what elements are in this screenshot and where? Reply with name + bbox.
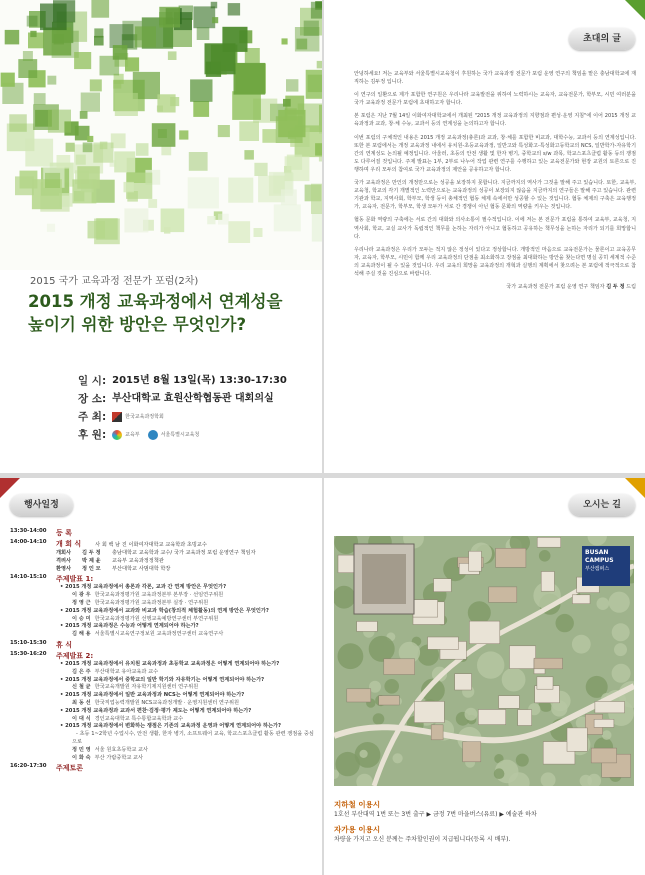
schedule-row <box>10 763 314 773</box>
letter-paragraph: 이 연구의 일환으로 제가 포함한 연구원은 우리나라 교육발전을 위하여 노력하시는 교육자, 교육전문가, 학부모, 시민 여러분을 국가 교육과정 전문가 포럼에 초대하고자 합니다. <box>354 92 636 107</box>
mosaic-tile <box>80 111 88 119</box>
mosaic-tile <box>228 3 240 15</box>
schedule-role: 격려사 박 제 윤 교육부 교육과정정책관 <box>56 557 164 564</box>
map-building <box>518 710 532 726</box>
mosaic-tile <box>232 91 261 120</box>
talk-title: • 2015 개정 교육과정에서 일반 교육과정과 NCS는 어떻게 연계되어야 하는가? <box>60 692 245 699</box>
mosaic-tile <box>5 30 20 45</box>
letter-paragraph: 국가 교육과정은 만인의 개정만으로는 성공을 보장하지 못합니다. 지금까지의 역사가 그것을 말해 주고 있습니다. 또한, 교육부, 교육청, 학교의 각기 개별적인 노력만으로는 교육과정의 성공이 보장되지 않음을 지금까지의 연구들은 말해 주고 있습니다. 관련 기관과 학교, 지역사회, 학부모, 학생 등이 총체적인 협동 체제 속에서만 성공할 수 있는 것입니다. 협동 체제의 구축은 교육행정가, 교육자, 전문가, 학부모, 학생 모두가 서로 간 경쟁이 아닌 협동 문화의 역량을 키우는 것입니다. <box>354 180 636 211</box>
schedule-talk <box>56 661 314 677</box>
letter-paragraph: 우리나라 교육과정은 우리가 모두는 적지 않은 정성이 있다고 정상합니다. 개방적인 마음으로 교육전문가는 물론이고 교육공무자, 교육자, 학부모, 시민이 함께 우리 교육과정의 단점을 최소화하고 장점을 최대화하는 방안을 찾는다면 명실 공히 세계적 수준의 교육과정이 될 수 있을 것입니다. 우리 교육의 희망을 교육과정의 개혁과 실행의 계획에서 찾으려는 본 포럼에 적극적으로 참석해 주실 것을 진심으로 바랍니다. <box>354 246 636 277</box>
map-tree <box>609 592 630 613</box>
map-tree <box>556 614 574 632</box>
talk-title: • 2015 개정 교육과정과 교과서 편찬·검정·평가 제도는 어떻게 연계되어야 하는가? <box>60 707 252 714</box>
talk-speaker: 이 화 숙 부산 가람중학교 교사 <box>72 754 144 761</box>
letter-paragraph: 이번 포럼의 구체적인 내용은 2015 개정 교육과정(총론)과 교과, 창·체를 포함한 비교과, 대학수능, 교과서 등의 연계성입니다. 또한 본 포럼에서는 개정 교육과정 내에서 유치원-초등교육과정, 일반고와 특성화고-특성화고등학교의 NCS, 일반학가-자유학기 간의 연계성도 논의될 예정입니다. 아울러, 초등의 안전 생활 및 한자 병기, 중학교의 s/w 과목, 학교스포츠클럽 활동 등의 쟁점도 다루어질 것입니다. 주제 발표는 1부, 2부로 나누어 작업 관련 연구를 수행하고 있는 교육전문가와 현장 교원의 토론으로 진행하며 우리 모두의 참여로 국가 교육과정의 제안을 공유하고자 합니다. <box>354 134 636 173</box>
map-building <box>413 600 438 617</box>
schedule-heading: 주제발표 1: <box>56 575 94 584</box>
mosaic-tile <box>57 155 71 169</box>
mosaic-tile <box>148 199 157 208</box>
map-building <box>594 719 614 727</box>
mosaic-tile <box>115 93 138 116</box>
map-building <box>510 646 536 669</box>
mosaic-tile <box>312 213 322 241</box>
mosaic-tile <box>66 143 75 152</box>
map-building <box>537 537 561 547</box>
map-photo-building <box>362 554 406 604</box>
schedule-talk <box>56 692 314 708</box>
map-building <box>489 587 517 603</box>
map-tree <box>602 730 612 740</box>
schedule-heading-note: 사 회 백 남 진 이화여자대학교 교육학과 초빙교수 <box>95 542 207 548</box>
sponsor-row: 후 원: 교육부 서울특별시교육청 <box>78 429 200 441</box>
mosaic-tile <box>110 160 117 167</box>
cover-subtitle: 2015 국가 교육과정 전문가 포럼(2차) <box>30 276 199 287</box>
place-row: 장 소: 부산대학교 효원산학협동관 대회의실 <box>78 393 274 405</box>
schedule-time: 14:10-15:10 <box>10 574 47 581</box>
schedule-time: 13:30-14:00 <box>10 528 47 534</box>
seoul-office-logo-icon <box>148 430 158 440</box>
map-building <box>595 702 625 713</box>
date-row: 일 시: 2015년 8월 13일(목) 13:30-17:30 <box>78 375 287 387</box>
corner-ribbon-icon <box>625 0 645 20</box>
map-building <box>379 696 400 705</box>
schedule-body <box>56 539 314 573</box>
map-building <box>431 725 443 740</box>
map-tree <box>384 679 399 694</box>
schedule-talk <box>56 608 314 624</box>
map-building <box>496 548 526 567</box>
mosaic-tile <box>161 146 171 156</box>
schedule-talk <box>56 623 314 639</box>
mosaic-tile <box>315 143 322 155</box>
map-tree <box>502 668 526 692</box>
mosaic-tile <box>228 221 250 243</box>
invitation-tab: 초대의 글 <box>569 28 635 50</box>
map-tree <box>614 643 627 656</box>
mosaic-tile <box>254 163 267 176</box>
mosaic-tile <box>285 156 310 181</box>
mosaic-tile <box>278 110 305 137</box>
mosaic-tile <box>124 208 148 232</box>
mosaic-tile <box>193 6 215 28</box>
map-tree <box>369 636 395 662</box>
map-building <box>455 674 472 690</box>
mosaic-tile <box>15 176 34 195</box>
mosaic-tile <box>254 228 263 237</box>
map-tree <box>465 708 478 721</box>
map-building <box>384 659 415 675</box>
schedule-heading: 휴 식 <box>56 640 72 649</box>
map-tree <box>516 754 529 767</box>
schedule-talk <box>56 708 314 724</box>
schedule-heading: 개 회 식 사 회 백 남 진 이화여자대학교 교육학과 초빙교수 <box>56 540 207 548</box>
map-building <box>434 579 452 592</box>
mosaic-tile <box>159 7 180 28</box>
transport-directions <box>334 800 634 850</box>
mosaic-tile <box>152 123 176 147</box>
talk-speaker: 이 승 미 한국교육과정평가원 선행교육예방연구센터 부연구위원 <box>72 615 219 622</box>
schedule-body <box>56 640 314 650</box>
talk-speaker: 이 대 식 경인교육대학교 특수통합교육학과 교수 <box>72 715 184 722</box>
map-building <box>591 748 616 763</box>
schedule-heading: 주제발표 2: <box>56 651 94 660</box>
mosaic-tile <box>34 93 46 105</box>
mosaic-tile <box>47 76 56 85</box>
mosaic-tile <box>205 43 236 74</box>
mosaic-tile <box>74 52 91 69</box>
schedule-time: 15:10-15:30 <box>10 639 47 646</box>
mosaic-tile <box>90 79 102 91</box>
map-building <box>478 710 505 725</box>
subway-title: 지하철 이용시 <box>334 800 381 809</box>
mosaic-tile <box>283 99 291 107</box>
map-tree <box>572 635 591 654</box>
schedule-talk <box>56 677 314 693</box>
mosaic-tile <box>48 110 71 133</box>
mosaic-tile <box>81 93 100 112</box>
mosaic-tile <box>218 214 229 225</box>
mosaic-tile <box>87 136 93 142</box>
mosaic-tile <box>164 227 170 233</box>
talk-title: • 2015 개정 교육과정에서 중학교의 일반 학기와 자유학기는 어떻게 연계되어야 하는가? <box>60 676 265 683</box>
mosaic-tile <box>40 4 67 31</box>
talk-speaker: 김 해 용 서울특별시교육연구정보원 교육과정연구센터 교육연구사 <box>72 631 224 638</box>
mosaic-tile <box>188 177 219 208</box>
mosaic-tile <box>311 2 322 19</box>
mosaic-tile <box>295 27 320 52</box>
map-tree <box>597 597 610 610</box>
mosaic-tile <box>136 143 149 156</box>
mosaic-tile <box>114 151 135 172</box>
car-text: 차량을 가지고 오신 분께는 주차할인권이 지급됩니다(등록 시 배부). <box>334 836 511 843</box>
mosaic-tile <box>77 166 100 189</box>
mosaic-tile <box>207 216 215 224</box>
map-tree <box>373 713 385 725</box>
map-building <box>499 696 520 709</box>
mosaic-tile <box>281 189 297 205</box>
mosaic-tile <box>234 63 266 95</box>
talk-speaker: 신 철 균 한국교육개발원 자유학기제지원센터 연구위원 <box>72 684 199 691</box>
mosaic-tile <box>262 129 276 143</box>
directions-page <box>324 478 645 875</box>
host-logo-icon <box>112 412 122 422</box>
mosaic-tile <box>113 45 128 60</box>
mosaic-tile <box>45 173 60 188</box>
invitation-page <box>324 0 645 473</box>
map-building <box>541 572 554 592</box>
cover-page <box>0 0 322 473</box>
mosaic-tile <box>306 70 322 99</box>
ministry-logo-icon <box>112 430 122 440</box>
talk-title: • 2015 개정 교육과정은 수능과 어떻게 연계되어야 하는가? <box>60 623 199 630</box>
mosaic-tile <box>25 139 53 167</box>
mosaic-tile <box>127 191 138 202</box>
schedule-body <box>56 651 314 762</box>
mosaic-tile <box>27 16 38 27</box>
schedule-talk <box>56 723 314 762</box>
mosaic-tile <box>228 178 253 203</box>
mosaic-tile <box>168 51 177 60</box>
mosaic-tile <box>157 94 175 112</box>
schedule-heading: 주제토론 <box>56 764 84 773</box>
schedule-heading: 등 록 <box>56 529 72 537</box>
green-mosaic-decoration <box>0 0 322 270</box>
mosaic-tile <box>317 61 322 69</box>
mosaic-tile <box>179 130 188 139</box>
schedule-row <box>10 651 314 762</box>
map-building <box>463 742 481 762</box>
schedule-talk <box>56 584 314 607</box>
schedule-page <box>0 478 322 875</box>
map-building <box>428 637 459 649</box>
mosaic-tile <box>212 17 218 23</box>
subway-text: 1호선 부산대역 1번 또는 3번 출구 ▶ 금정 7번 마을버스(유료) ▶ 예술관 하차 <box>334 811 537 818</box>
talk-speaker: 김 은 주 부산대학교 유아교육과 교수 <box>72 668 159 675</box>
talk-title: • 2015 개정 교육과정에서 총론과 각론, 교과 간 연계 방안은 무엇인가? <box>60 584 227 591</box>
mosaic-tile <box>1 73 15 87</box>
map-tree <box>468 601 491 624</box>
schedule-body <box>56 574 314 639</box>
schedule-body <box>56 528 314 538</box>
schedule-time: 14:00-14:10 <box>10 539 47 545</box>
mosaic-tile <box>18 59 37 78</box>
mosaic-tile <box>94 36 104 46</box>
map-tree <box>494 768 505 779</box>
mosaic-tile <box>93 143 113 163</box>
mosaic-tile <box>286 79 298 91</box>
letter-paragraph: 협동 문화 역량의 구축에는 서로 간의 대화와 의사소통이 필수적입니다. 이에 저는 본 전문가 포럼을 통하여 교육부, 교육청, 지역사회, 학교, 교실 교사가 독립적인 책무를 논하는 자리가 아니고 협동하고 공유하는 책무성을 논하는 자리가 되기를 희망합니다. <box>354 217 636 240</box>
talk-speaker: 이 광 우 한국교육과정평가원 교육과정본부 본부장 · 선임연구위원 <box>72 592 224 599</box>
map-building <box>567 728 587 751</box>
map-tree <box>477 651 504 678</box>
mosaic-tile <box>124 182 134 192</box>
talk-title: • 2015 개정 교육과정에서 유치원 교육과정과 초등학교 교육과정은 어떻게 연계되어야 하는가? <box>60 660 280 667</box>
map-tree <box>336 752 360 776</box>
map-tree <box>360 750 368 758</box>
mosaic-tile <box>47 224 55 232</box>
map-building <box>534 658 563 669</box>
car-title: 자가용 이용시 <box>334 825 381 834</box>
schedule-time: 15:30-16:20 <box>10 650 47 657</box>
mosaic-tile <box>218 125 230 137</box>
directions-tab: 오시는 길 <box>569 494 635 516</box>
mosaic-tile <box>110 24 134 48</box>
mosaic-tile <box>197 27 210 40</box>
campus-map <box>334 536 634 786</box>
event-info <box>78 372 318 444</box>
mosaic-tile <box>88 221 106 239</box>
schedule-row <box>10 640 314 650</box>
map-building <box>469 551 482 571</box>
talk-speaker: - 초등 1~2학년 수업시수, 안전 생활, 한자 병기, 소프트웨어 교육, 학교스포츠클럽 활동 관련 쟁점을 중심으로 <box>72 731 314 745</box>
map-building <box>469 621 499 644</box>
map-building <box>347 689 371 702</box>
mosaic-tile <box>135 26 156 47</box>
talk-speaker: 최 동 선 한국직업능력개발원 NCS교육과정개발 · 운영지원센터 연구위원 <box>72 699 239 706</box>
cover-title-line2: 높이기 위한 방안은 무엇인가? <box>28 315 247 334</box>
host-row: 주 최: 한국교육과정학회 <box>78 411 164 423</box>
schedule-time: 16:20-17:30 <box>10 763 47 770</box>
schedule-list <box>10 528 314 774</box>
letter-signature: 국가 교육과정 전문가 포럼 운영 연구 책임자 김 두 정 드림 <box>506 284 636 291</box>
talk-speaker: 정 민 영 서울 원효초등학교 교사 <box>72 746 149 753</box>
schedule-row <box>10 539 314 573</box>
schedule-body <box>56 763 314 773</box>
schedule-role: 환영사 정 인 모 부산대학교 사범대학 학장 <box>56 565 171 572</box>
map-building <box>357 621 378 631</box>
map-tree <box>338 643 364 669</box>
map-tree <box>539 550 551 562</box>
cover-title <box>28 290 318 336</box>
talk-title: • 2015 개정 교육과정에서 변화하는 쟁점은 기존의 교육과정 운영과 어떻게 연계되어야 하는가? <box>60 723 282 730</box>
mosaic-tile <box>190 79 212 101</box>
letter-paragraph: 안녕하세요! 저는 교육부와 서울특별시교육청이 후원하는 국가 교육과정 전문가 포럼 운영 연구의 책임을 맡은 충남대학교에 재직하는 김두정 입니다. <box>354 71 636 86</box>
map-tree <box>612 623 630 641</box>
schedule-tab: 행사일정 <box>10 494 73 516</box>
map-building <box>572 595 590 604</box>
schedule-role: 개회사 김 두 정 충남대학교 교육학과 교수/ 국가 교육과정 포럼 운영연구 책임자 <box>56 550 256 556</box>
mosaic-tile <box>91 0 109 18</box>
mosaic-tile <box>274 204 301 231</box>
schedule-row <box>10 574 314 639</box>
mosaic-tile <box>83 143 93 153</box>
mosaic-tile <box>244 150 254 160</box>
mosaic-tile <box>30 31 36 37</box>
letter-paragraph: 본 포럼은 지난 7월 14일 이화여자대학교에서 개최된 "2015 개정 교육과정의 지향점과 편성·운영 지침"에 이어 2015 개정 교육과정과 교과, 창·체 수능, 교과서 등의 연계성을 논의하고자 합니다. <box>354 113 636 128</box>
schedule-row <box>10 528 314 538</box>
mosaic-tile <box>189 152 208 171</box>
map-building <box>537 677 553 689</box>
map-tree <box>393 753 403 763</box>
mosaic-tile <box>193 101 209 117</box>
cover-title-line1: 2015 개정 교육과정에서 연계성을 <box>28 292 283 311</box>
mosaic-tile <box>9 114 27 132</box>
mosaic-tile <box>258 176 285 203</box>
mosaic-tile <box>282 38 288 44</box>
talk-title: • 2015 개정 교육과정에서 교과와 비교과 학습(창의적 체험활동)의 연계 방안은 무엇인가? <box>60 607 269 614</box>
invitation-letter <box>354 70 636 291</box>
mosaic-tile <box>239 121 259 141</box>
mosaic-tile <box>311 184 322 214</box>
map-building <box>414 701 444 722</box>
mosaic-tile <box>23 51 33 61</box>
campus-brand-box: BUSAN CAMPUS 부산캠퍼스 <box>582 546 630 586</box>
map-tree <box>612 664 631 683</box>
talk-speaker: 정 영 근 한국교육과정평가원 교육과정본부 실장 · 연구위원 <box>72 599 209 606</box>
